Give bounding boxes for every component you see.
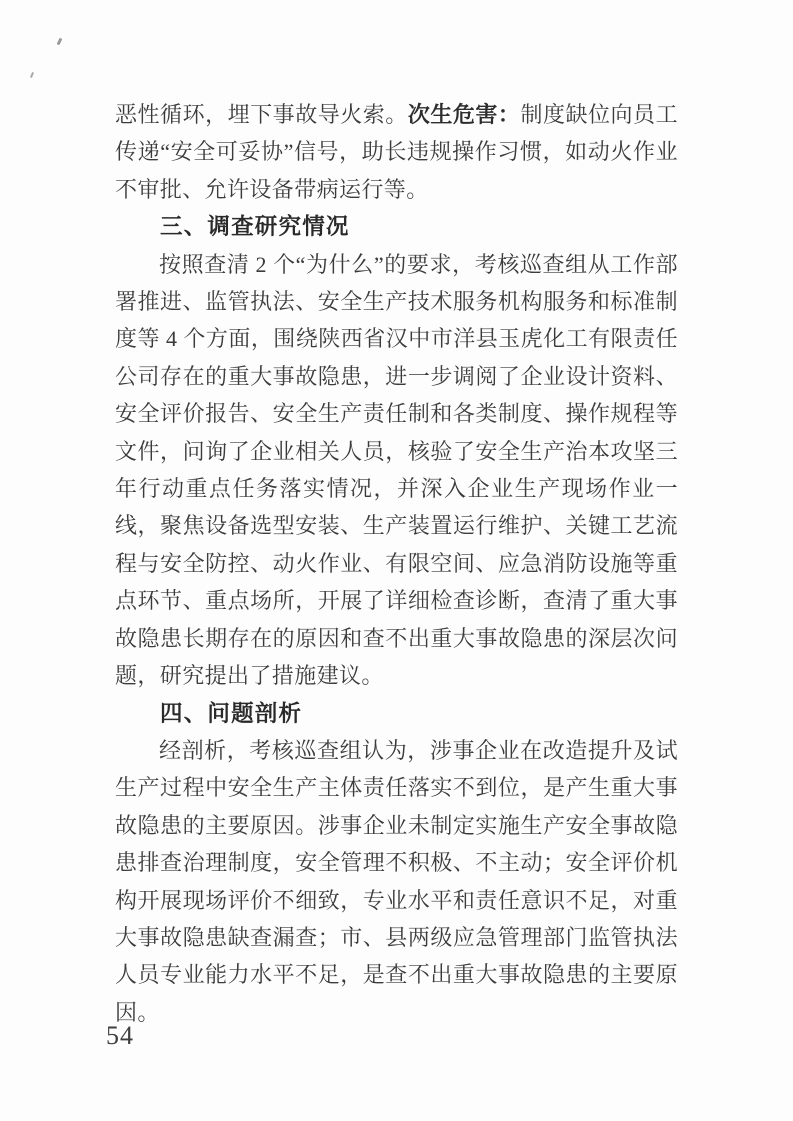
paragraph-text-rest: 制度缺位向员工传递“安全可妥协”信号，助长违规操作习惯，如动火作业不审批、允许设备带病运行等。: [115, 102, 678, 202]
scan-speck-mark: [30, 72, 34, 78]
paragraph-text-lead: 恶性循环，埋下事故导火索。: [115, 102, 408, 127]
secondary-harm-bold-label: 次生危害：: [407, 102, 521, 127]
section-heading-problem-analysis: 四、问题剖析: [160, 700, 303, 726]
paragraph-investigation: 按照查清 2 个“为什么”的要求，考核巡查组从工作部署推进、监管执法、安全生产技术服务机构服务和标准制度等 4 个方面，围绕陕西省汉中市洋县玉虎化工有限责任公司存在的重大事故隐患，进一步调阅了企业设计资料、安全评价报告、安全生产责任制和各类制度、操作规程等文件，问询了企业相关人员，核验了安全生产治本攻坚三年行动重点任务落实情况，并深入企业生产现场作业一线，聚焦设备选型安装、生产装置运行维护、关键工艺流程与安全防控、动火作业、有限空间、应急消防设施等重点环节、重点场所，开展了详细检查诊断，查清了重大事故隐患长期存在的原因和查不出重大事故隐患的深层次问题，研究提出了措施建议。: [115, 251, 678, 689]
paragraph-secondary-harm: [115, 96, 678, 208]
section-heading-investigation: 三、调查研究情况: [160, 214, 350, 240]
paragraph-problem-analysis: 经剖析，考核巡查组认为，涉事企业在改造提升及试生产过程中安全生产主体责任落实不到位，是产生重大事故隐患的主要原因。涉事企业未制定实施生产安全事故隐患排查治理制度，安全管理不积极、不主动；安全评价机构开展现场评价不细致，专业水平和责任意识不足，对重大事故隐患缺查漏查；市、县两级应急管理部门监管执法人员专业能力水平不足，是查不出重大事故隐患的主要原因。: [115, 737, 678, 1025]
page-number: 54: [106, 1021, 134, 1050]
scan-speck-mark: [57, 38, 63, 46]
document-body: [115, 96, 678, 1031]
